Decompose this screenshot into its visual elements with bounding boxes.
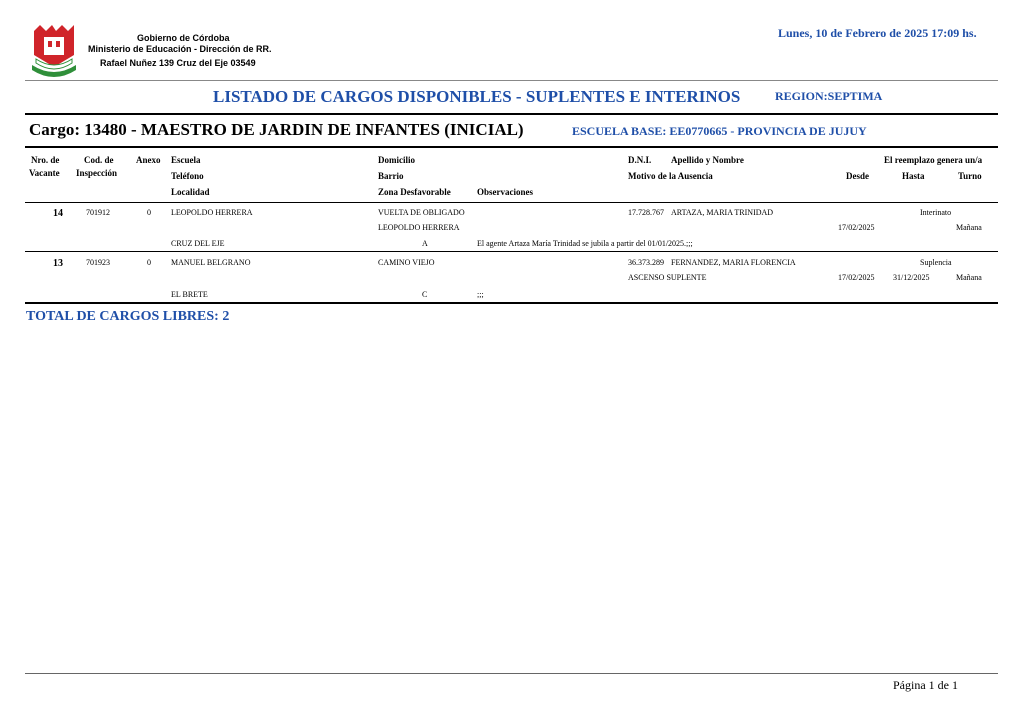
col-anexo: Anexo: [136, 155, 161, 165]
row-turno: Mañana: [956, 223, 982, 232]
row-anexo: 0: [147, 208, 151, 217]
row-cod: 701912: [86, 208, 110, 217]
row-escuela: LEOPOLDO HERRERA: [171, 208, 253, 217]
row-nombre: ARTAZA, MARIA TRINIDAD: [671, 208, 774, 217]
row-genera: Interinato: [920, 208, 952, 217]
col-desde: Desde: [846, 171, 869, 181]
col-domicilio: Domicilio: [378, 155, 415, 165]
escuela-base: ESCUELA BASE: EE0770665 - PROVINCIA DE JUJUY: [572, 124, 867, 138]
row-cod: 701923: [86, 258, 110, 267]
row-localidad: EL BRETE: [171, 290, 208, 299]
total-cargos: [26, 309, 229, 325]
row-hasta: 31/12/2025: [893, 273, 930, 282]
cordoba-crest-icon: [28, 25, 80, 79]
row-observaciones: ;;;: [477, 290, 484, 299]
cargo-title: Cargo: 13480 - MAESTRO DE JARDIN DE INFANTES (INICIAL): [29, 120, 524, 139]
org-line-3: Rafael Nuñez 139 Cruz del Eje 03549: [100, 58, 256, 68]
row-desde: 17/02/2025: [838, 273, 875, 282]
row-observaciones: El agente Artaza María Trinidad se jubila a partir del 01/01/2025.;;;: [477, 239, 693, 248]
col-escuela: Escuela: [171, 155, 201, 165]
title-divider: [25, 113, 998, 115]
total-label: TOTAL DE CARGOS LIBRES:: [26, 309, 219, 324]
footer-divider: [25, 673, 998, 674]
col-nro-2: Vacante: [29, 168, 60, 178]
col-apellido: Apellido y Nombre: [671, 155, 744, 165]
row-nro: 14: [53, 208, 63, 219]
row-domicilio: VUELTA DE OBLIGADO: [378, 208, 465, 217]
col-motivo: Motivo de la Ausencia: [628, 171, 713, 181]
row-localidad: CRUZ DEL EJE: [171, 239, 225, 248]
col-turno: Turno: [958, 171, 982, 181]
row-zona: A: [422, 239, 428, 248]
col-telefono: Teléfono: [171, 171, 204, 181]
row-anexo: 0: [147, 258, 151, 267]
col-reemplazo: El reemplazo genera un/a: [884, 155, 983, 165]
report-datetime: Lunes, 10 de Febrero de 2025 17:09 hs.: [778, 26, 977, 40]
page-number: Página 1 de 1: [893, 678, 958, 692]
org-line-1: Gobierno de Córdoba: [137, 33, 230, 43]
region-label: REGION:SEPTIMA: [775, 89, 883, 103]
report-title: LISTADO DE CARGOS DISPONIBLES - SUPLENTES E INTERINOS: [213, 87, 741, 106]
row-turno: Mañana: [956, 273, 982, 282]
col-nro-1: Nro. de: [31, 155, 60, 165]
row-barrio: LEOPOLDO HERRERA: [378, 223, 460, 232]
header-rule: [25, 202, 998, 203]
org-line-2: Ministerio de Educación - Dirección de RR.: [88, 44, 272, 54]
col-cod-2: Inspección: [76, 168, 118, 178]
row-motivo: ASCENSO SUPLENTE: [628, 273, 707, 282]
header-divider: [25, 80, 998, 81]
row-nombre: FERNANDEZ, MARIA FLORENCIA: [671, 258, 796, 267]
col-observaciones: Observaciones: [477, 187, 533, 197]
row-desde: 17/02/2025: [838, 223, 875, 232]
col-cod-1: Cod. de: [84, 155, 114, 165]
row-domicilio: CAMINO VIEJO: [378, 258, 435, 267]
total-value: 2: [222, 309, 230, 324]
col-localidad: Localidad: [171, 187, 210, 197]
col-zona: Zona Desfavorable: [378, 187, 451, 197]
table-bottom-rule: [25, 302, 998, 304]
row-nro: 13: [53, 258, 63, 269]
row-zona: C: [422, 290, 428, 299]
row-escuela: MANUEL BELGRANO: [171, 258, 251, 267]
cargo-divider: [25, 146, 998, 148]
row-divider: [25, 251, 998, 252]
col-dni: D.N.I.: [628, 155, 652, 165]
row-genera: Suplencia: [920, 258, 952, 267]
row-dni: 17.728.767: [628, 208, 664, 217]
col-hasta: Hasta: [902, 171, 925, 181]
col-barrio: Barrio: [378, 171, 404, 181]
row-dni: 36.373.289: [628, 258, 664, 267]
